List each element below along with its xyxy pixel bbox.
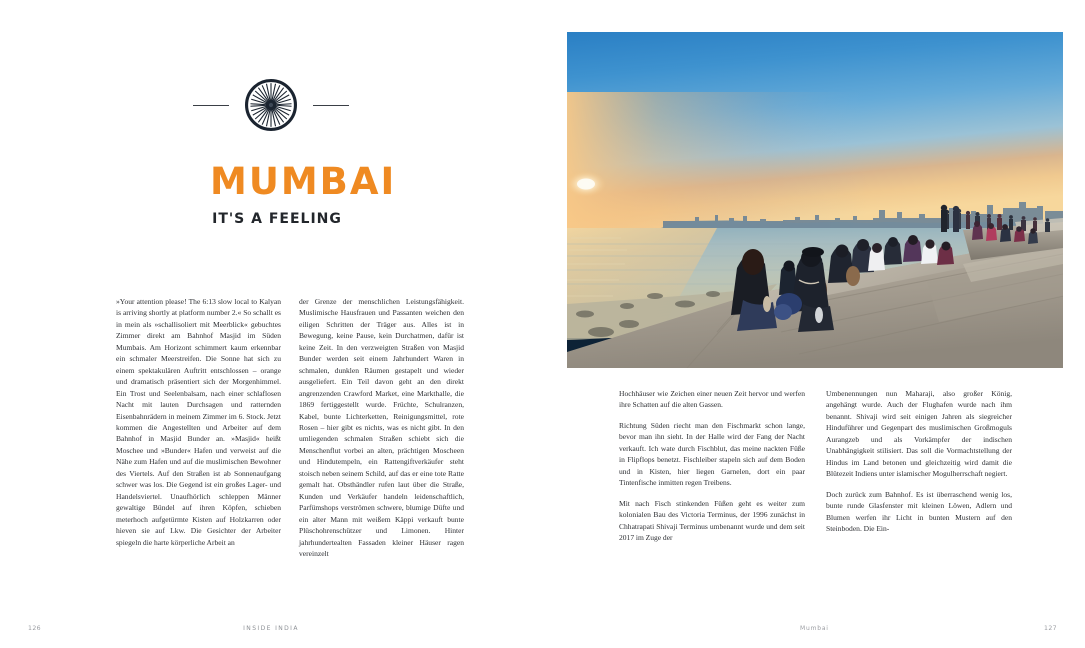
chapter-opening-ornament [180,75,362,135]
right-page [542,0,1085,648]
text-column-3 [619,388,805,543]
ornament-rule-right [313,105,349,106]
body-paragraph: der Grenze der menschlichen Leistungsfähigkeit. Muslimische Hausfrauen und Passanten weichen den eiligen Schritten der Träger aus. Alles ist in Bewegung, keine Pause, kein Durchatmen, dafür ist keine Zeit. In den verzweigten Straßen von Masjid Bunder werden seit einem Jahrhundert Waren in schmalen, dunklen Räumen gestapelt und wieder ausgeliefert. Ein Teil davon geht an den direkt angrenzenden Crawford Market, eine Markthalle, die 1869 fertiggestellt wurde. Früchte, Schulranzen, Kabel, bunte Lichterketten, Reinigungsmittel, rote Rosen – hier gibt es nichts, was es nicht gibt. In den umliegenden schmalen Straßen schiebt sich die Menschenflut vorbei an alten, prächtigen Moscheen und Hindutempeln, ein Rattengiftverkäufer steht stoisch neben seinem Schild, auf das er eine tote Ratte gemalt hat. Obsthändler rufen laut über die Straße, Kunden und Verkäufer handeln leidenschaftlich, Parfümshops verströmen schwere, blumige Düfte und ein alter Mann mit weißem Käppi verkauft bunte Plüschohrenschützer und Limonen. Hinter jahrhundertealten Fassaden kleiner Häuser ragen vereinzelt [299,297,464,558]
left-page-text-columns [116,296,464,559]
left-page [0,0,542,648]
left-page-footer [0,608,542,648]
ashoka-chakra-icon [245,79,297,131]
text-column-1 [116,296,281,559]
body-paragraph: Richtung Süden riecht man den Fischmarkt schon lange, bevor man ihn sieht. In der Halle wird der Fang der Nacht verkauft. Ich wate durch Fischblut, das meine nackten Füße in Flipflops benetzt. Fischleiber stapeln sich auf dem Boden und in Kisten, hier liegen Garnelen, dort ein paar Tintenfische inmitten regen Treibens. [619,420,805,488]
right-page-footer [542,608,1085,648]
right-page-text-columns [619,388,1053,543]
folio-left: 126 [28,625,42,632]
body-paragraph: Umbenennungen nun Maharaji, also großer König, angehängt wurde. Auch der Flughafen wurde nach ihm benannt. Shivaji wird seit einigen Jahren als siegreicher Hinduführer und Gegenpart des muslimischen Großmoguls Aurangzeb und als Vorkämpfer der indischen Unabhängigkeit stilisiert. Das soll die Vormachtstellung der Hindus im Land betonen und gleichzeitig wird damit die Blütezeit Indiens unter islamischer Mogulherrschaft negiert. [826,389,1012,479]
text-column-2 [299,296,464,559]
body-paragraph: Hochhäuser wie Zeichen einer neuen Zeit hervor und werfen ihre Schatten auf die alten Gassen. [619,389,805,410]
ornament-rule-left [193,105,229,106]
marine-drive-sunset-photo [567,32,1063,368]
folio-right: 127 [1043,625,1057,632]
running-head-chapter: Mumbai [800,625,829,632]
page-title: MUMBAI [210,160,397,203]
body-paragraph: Doch zurück zum Bahnhof. Es ist überraschend wenig los, bunte runde Glasfenster mit kleinen Löwen, Adlern und Blumen werfen ihr Licht in bunten Mustern auf den Steinboden. Die Ein- [826,489,1012,533]
running-head-book-title: INSIDE INDIA [243,625,299,632]
photo-artwork [567,32,1063,368]
body-paragraph: »Your attention please! The 6:13 slow local to Kalyan is arriving shortly at platform number 2.« So schallt es in mein als »schallisoliert mit Meerblick« gebuchtes Zimmer direkt am Bahnhof Masjid im Süden Mumbais. Am Horizont schimmert kaum erkennbar ein schmaler Meerstreifen. Die Sonne hat sich zu einem spektakulären Auftritt entschlossen – orange und dramatisch präsentiert sich der Morgenhimmel. Ein Trost und Seelenbalsam, nach einer schlaflosen Nacht mit lauten Durchsagen und ratternden Eisenbahnrädern in meinem Zimmer im 6. Stock. Jetzt kommen die Angestellten und Arbeiter auf dem Bahnhof in Masjid Bunder an. »Masjid« heißt Moschee und »Bunder« Hafen und verweist auf die Nähe zum Hafen und auf die muslimischen Bewohner des Viertels. Auf den Straßen ist ab Sonnenaufgang schwer was los. Die Gegend ist ein großes Lager- und Handelsviertel. Unaufhörlich schleppen Männer gewaltige Bündel auf ihren Köpfen, schieben meterhoch aufgetürmte Kisten auf Holzkarren oder hieven sie auf Lkw. Die Gesichter der Arbeiter spiegeln die harte körperliche Arbeit an [116,297,281,547]
chapter-title-block [210,160,510,227]
body-paragraph: Mit nach Fisch stinkenden Füßen geht es weiter zum kolonialen Bau des Victoria Terminus, der 1996 zunächst in Chhatrapati Shivaji Terminus umbenannt wurde und dem seit 2017 im Zuge der [619,498,805,542]
page-subtitle: IT'S A FEELING [212,211,342,227]
text-column-4 [826,388,1012,543]
